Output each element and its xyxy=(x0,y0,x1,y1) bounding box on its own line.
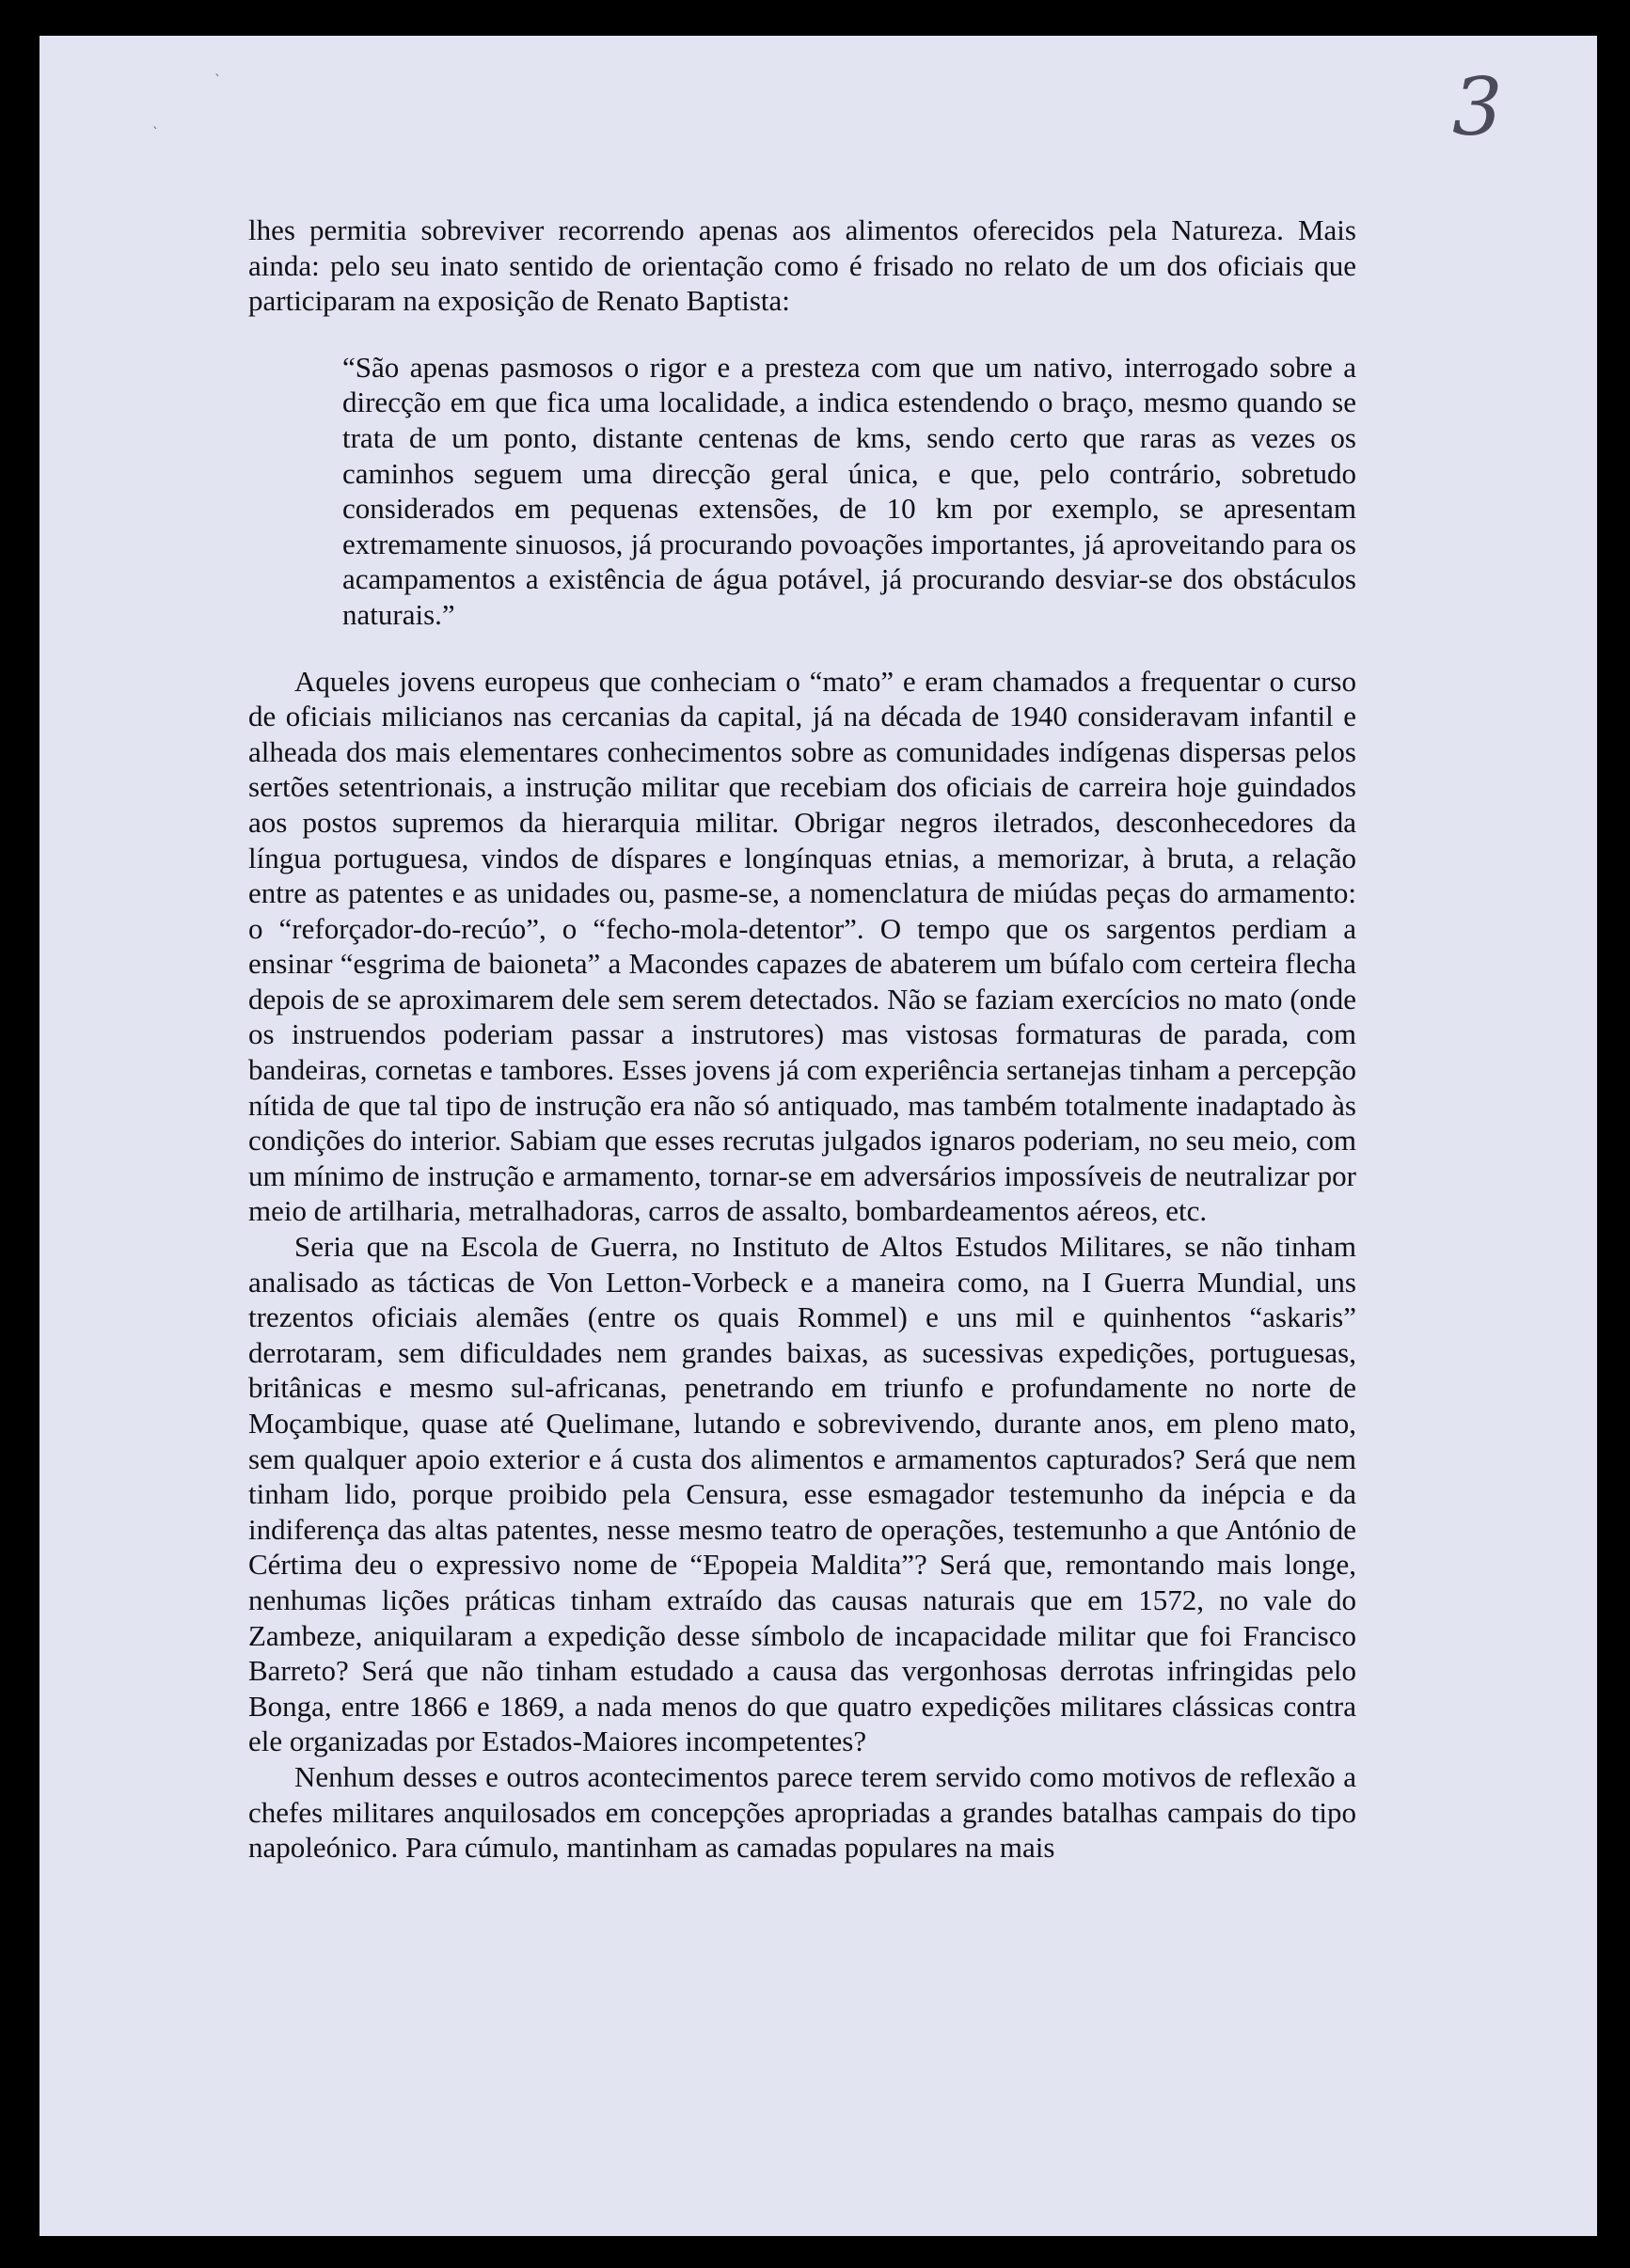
paragraph-continuation: lhes permitia sobreviver recorrendo apenas aos alimentos oferecidos pela Natureza. Mais ainda: pelo seu inato sentido de orientação como é frisado no relato de um dos oficiais que participaram na exposição de Renato Baptista: xyxy=(248,213,1356,318)
paragraph: Seria que na Escola de Guerra, no Instituto de Altos Estudos Militares, se não tinham analisado as tácticas de Von Letton-Vorbeck e a maneira como, na I Guerra Mundial, uns trezentos oficiais alemães (entre os quais Rommel) e uns mil e quinhentos “askaris” derrotaram, sem dificuldades nem grandes baixas, as sucessivas expedições, portuguesas, britânicas e mesmo sul-africanas, penetrando em triunfo e profundamente no norte de Moçambique, quase até Quelimane, lutando e sobrevivendo, durante anos, em pleno mato, sem qualquer apoio exterior e á custa dos alimentos e armamentos capturados? Será que nem tinham lido, porque proibido pela Censura, esse esmagador testemunho da inépcia e da indiferença das altas patentes, nesse mesmo teatro de operações, testemunho a que António de Cértima deu o expressivo nome de “Epopeia Maldita”? Será que, remontando mais longe, nenhumas lições práticas tinham extraído das causas naturais que em 1572, no vale do Zambeze, aniquilaram a expedição desse símbolo de incapacidade militar que foi Francisco Barreto? Será que não tinham estudado a causa das vergonhosas derrotas infringidas pelo Bonga, entre 1866 e 1869, a nada menos do que quatro expedições militares clássicas contra ele organizadas por Estados-Maiores incompetentes? xyxy=(248,1230,1356,1758)
document-page xyxy=(40,36,1597,2236)
paragraph: Aqueles jovens europeus que conheciam o “mato” e eram chamados a frequentar o curso de oficiais milicianos nas cercanias da capital, já na década de 1940 consideravam infantil e alheada dos mais elementares conhecimentos sobre as comunidades indígenas dispersas pelos sertões setentrionais, a instrução militar que recebiam dos oficiais de carreira hoje guindados aos postos supremos da hierarquia militar. Obrigar negros iletrados, desconhecedores da língua portuguesa, vindos de díspares e longínquas etnias, a memorizar, à bruta, a relação entre as patentes e as unidades ou, pasme-se, a nomenclatura de miúdas peças do armamento: o “reforçador-do-recúo”, o “fecho-mola-detentor”. O tempo que os sargentos perdiam a ensinar “esgrima de baioneta” a Macondes capazes de abaterem um búfalo com certeira flecha depois de se aproximarem dele sem serem detectados. Não se faziam exercícios no mato (onde os instruendos poderiam passar a instrutores) mas vistosas formaturas de parada, com bandeiras, cornetas e tambores. Esses jovens já com experiência sertanejas tinham a percepção nítida de que tal tipo de instrução era não só antiquado, mas também totalmente inadaptado às condições do interior. Sabiam que esses recrutas julgados ignaros poderiam, no seu meio, com um mínimo de instrução e armamento, tornar-se em adversários impossíveis de neutralizar por meio de artilharia, metralhadoras, carros de assalto, bombardeamentos aéreos, etc. xyxy=(248,664,1356,1228)
body-text xyxy=(248,213,1356,1866)
scan-speck: ` xyxy=(214,73,221,88)
block-quote: “São apenas pasmosos o rigor e a presteza com que um nativo, interrogado sobre a direcção em que fica uma localidade, a indica estendendo o braço, mesmo quando se trata de um ponto, distante centenas de kms, sendo certo que raras as vezes os caminhos seguem uma direcção geral única, e que, pelo contrário, sobretudo considerados em pequenas extensões, de 10 km por exemplo, se apresentam extremamente sinuosos, já procurando povoações importantes, já aproveitando para os acampamentos a existência de água potável, já procurando desviar-se dos obstáculos naturais.” xyxy=(342,350,1356,631)
paragraph: Nenhum desses e outros acontecimentos parece terem servido como motivos de reflexão a chefes militares anquilosados em concepções apropriadas a grandes batalhas campais do tipo napoleónico. Para cúmulo, mantinham as camadas populares na mais xyxy=(248,1759,1356,1865)
scan-speck: ` xyxy=(152,126,159,141)
page-number: 3 xyxy=(1452,61,1503,153)
